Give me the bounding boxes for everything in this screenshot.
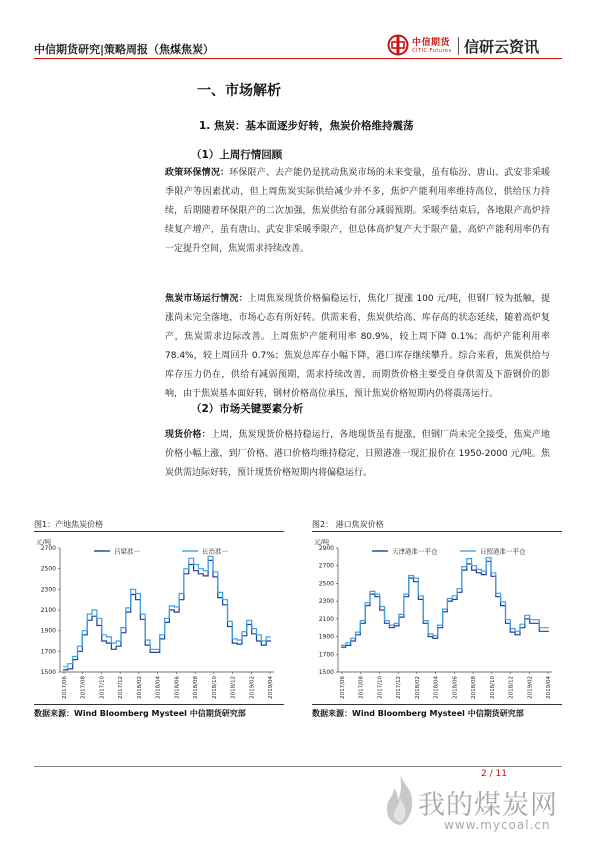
subsection-title: 1. 焦炭：基本面逐步好转，焦炭价格维持震荡 — [199, 120, 414, 132]
y-tick-label: 2100 — [318, 615, 334, 623]
x-tick-label: 2018/12 — [508, 676, 515, 699]
brand-name: 信研云资讯 — [464, 38, 540, 56]
figure2-title: 图2： 港口焦炭价格 — [312, 520, 384, 529]
y-tick-label: 2700 — [40, 545, 56, 552]
policy-paragraph — [165, 164, 550, 259]
spot-paragraph — [165, 426, 550, 483]
y-tick-label: 2300 — [40, 586, 56, 594]
y-tick-label: 2100 — [40, 607, 56, 614]
x-tick-label: 2018/10 — [489, 676, 496, 699]
x-tick-label: 2018/12 — [230, 676, 237, 699]
x-tick-label: 2017/06 — [340, 676, 346, 699]
x-tick-label: 2018/02 — [414, 676, 421, 699]
x-tick-label: 2018/08 — [471, 676, 478, 699]
figure1-title: 图1：产地焦炭价格 — [34, 520, 104, 529]
series-line-1 — [63, 560, 271, 670]
figure1-top-rule — [34, 531, 284, 532]
spot-label: 现货价格： — [165, 430, 211, 440]
market-label: 焦炭市场运行情况： — [165, 294, 248, 304]
y-tick-label: 2900 — [318, 545, 334, 552]
spot-text: 上周，焦炭现货价格持稳运行，各地现货虽有提涨，但钢厂尚未完全接受，焦炭产地价格小幅上涨，到厂价格、港口价格均维持稳定，日照港准一现汇报价在 1950-2000 元/吨。焦炭供需边际好转，预计现货价格短期内将偏稳运行。 — [165, 430, 550, 478]
flame-watermark-icon — [380, 772, 420, 827]
x-tick-label: 2018/06 — [452, 676, 459, 699]
series-line-1 — [341, 561, 549, 647]
x-tick-label: 2019/02 — [249, 676, 256, 699]
x-tick-label: 2017/10 — [377, 676, 384, 699]
logo-english-name: CITIC Futures — [412, 48, 452, 54]
x-tick-label: 2018/08 — [193, 676, 200, 699]
figure2-bottom-rule — [312, 704, 562, 705]
part2-title: （2）市场关键要素分析 — [191, 403, 304, 415]
y-tick-label: 1900 — [40, 627, 56, 635]
series-line-2 — [341, 558, 549, 646]
watermark-url: www.mycoal.cn — [444, 818, 551, 832]
page-number: 2 / 11 — [481, 769, 507, 779]
part1-title: （1）上周行情回顾 — [191, 149, 283, 161]
y-tick-label: 1500 — [318, 669, 334, 676]
x-tick-label: 2017/08 — [358, 676, 365, 699]
x-tick-label: 2017/06 — [62, 676, 68, 699]
logo-separator — [458, 37, 459, 55]
citic-logo-icon — [387, 34, 409, 56]
watermark-site-name: 我的煤炭网 — [418, 790, 558, 821]
x-tick-label: 2019/02 — [527, 676, 534, 699]
y-tick-label: 1700 — [40, 648, 56, 656]
market-paragraph — [165, 290, 550, 404]
figure1-source: 数据来源：Wind Bloomberg Mysteel 中信期货研究部 — [34, 709, 246, 718]
x-tick-label: 2017/08 — [80, 676, 87, 699]
legend-label: 吕梁准一 — [114, 547, 140, 556]
legend-label: 日照港准一平仓 — [480, 547, 526, 556]
logo-chinese-name: 中信期货 — [412, 38, 451, 48]
report-header-title: 中信期货研究|策略周报（焦煤焦炭） — [34, 43, 215, 56]
y-tick-label: 2700 — [318, 562, 334, 570]
x-tick-label: 2018/06 — [174, 676, 181, 699]
x-tick-label: 2018/10 — [211, 676, 218, 699]
figure2-source: 数据来源：Wind Bloomberg Mysteel 中信期货研究部 — [312, 709, 524, 718]
x-tick-label: 2018/02 — [136, 676, 143, 699]
figure1-bottom-rule — [34, 704, 284, 705]
y-tick-label: 1500 — [40, 669, 56, 676]
y-tick-label: 2500 — [40, 565, 56, 573]
y-axis-label: 元/吨 — [36, 538, 52, 546]
figure1-chart — [34, 534, 284, 704]
legend-label: 天津港准一平仓 — [392, 547, 438, 556]
y-tick-label: 2500 — [318, 580, 334, 588]
x-tick-label: 2018/04 — [433, 676, 440, 699]
x-tick-label: 2019/04 — [546, 676, 552, 699]
policy-label: 政策环保情况： — [165, 168, 230, 178]
footer-rule — [34, 766, 562, 767]
x-tick-label: 2017/12 — [118, 676, 125, 699]
x-tick-label: 2019/04 — [268, 676, 274, 699]
header-rule — [34, 58, 562, 59]
y-tick-label: 2300 — [318, 598, 334, 606]
x-tick-label: 2017/10 — [99, 676, 106, 699]
section-title: 一、市场解析 — [197, 83, 281, 99]
figure2-chart — [312, 534, 562, 704]
market-text: 上周焦炭现货价格偏稳运行，焦化厂提涨 100 元/吨，但钢厂较为抵触，提涨尚未完全落地，市场心态有所好转。供需来看，焦炭供给高、库存高的状态延续，随着高炉复产，焦炭需求边际改善。上周焦炉产能利用率 80.9%，较上周下降 0.1%；高炉产能利用率 78.4%，较上周回升 0.7%；焦炭总库存小幅下降，港口库存继续攀升。综合来看，焦炭供给与库存压力仍在，供给有减弱预期，需求持续改善，而期货价格主要受自身供需及下游钢价的影响，由于焦炭基本面好转，钢材价格高位承压，预计焦炭价格短期内仍将震荡运行。 — [165, 294, 550, 399]
y-axis-label: 元/吨 — [314, 538, 330, 546]
y-tick-label: 1700 — [318, 651, 334, 659]
y-tick-label: 1900 — [318, 633, 334, 641]
x-tick-label: 2018/04 — [155, 676, 162, 699]
legend-label: 长治准一 — [202, 547, 228, 556]
series-line-2 — [63, 556, 271, 667]
policy-text: 环保限产、去产能仍是扰动焦炭市场的未来变量，虽有临汾、唐山、武安非采暖季限产等因素扰动，但上周焦炭实际供给减少并不多，焦炉产能利用率维持高位，供给压力持续，后期随着环保限产的二次加强，焦炭供给有部分减弱预期。采暖季结束后，各地限产高炉持续复产增产，虽有唐山、武安非采暖季限产，但总体高炉复产大于限产量，高炉产能利用率仍有一定提升空间，焦炭需求持续改善。 — [165, 168, 550, 254]
x-tick-label: 2017/12 — [396, 676, 403, 699]
figure2-top-rule — [312, 531, 562, 532]
